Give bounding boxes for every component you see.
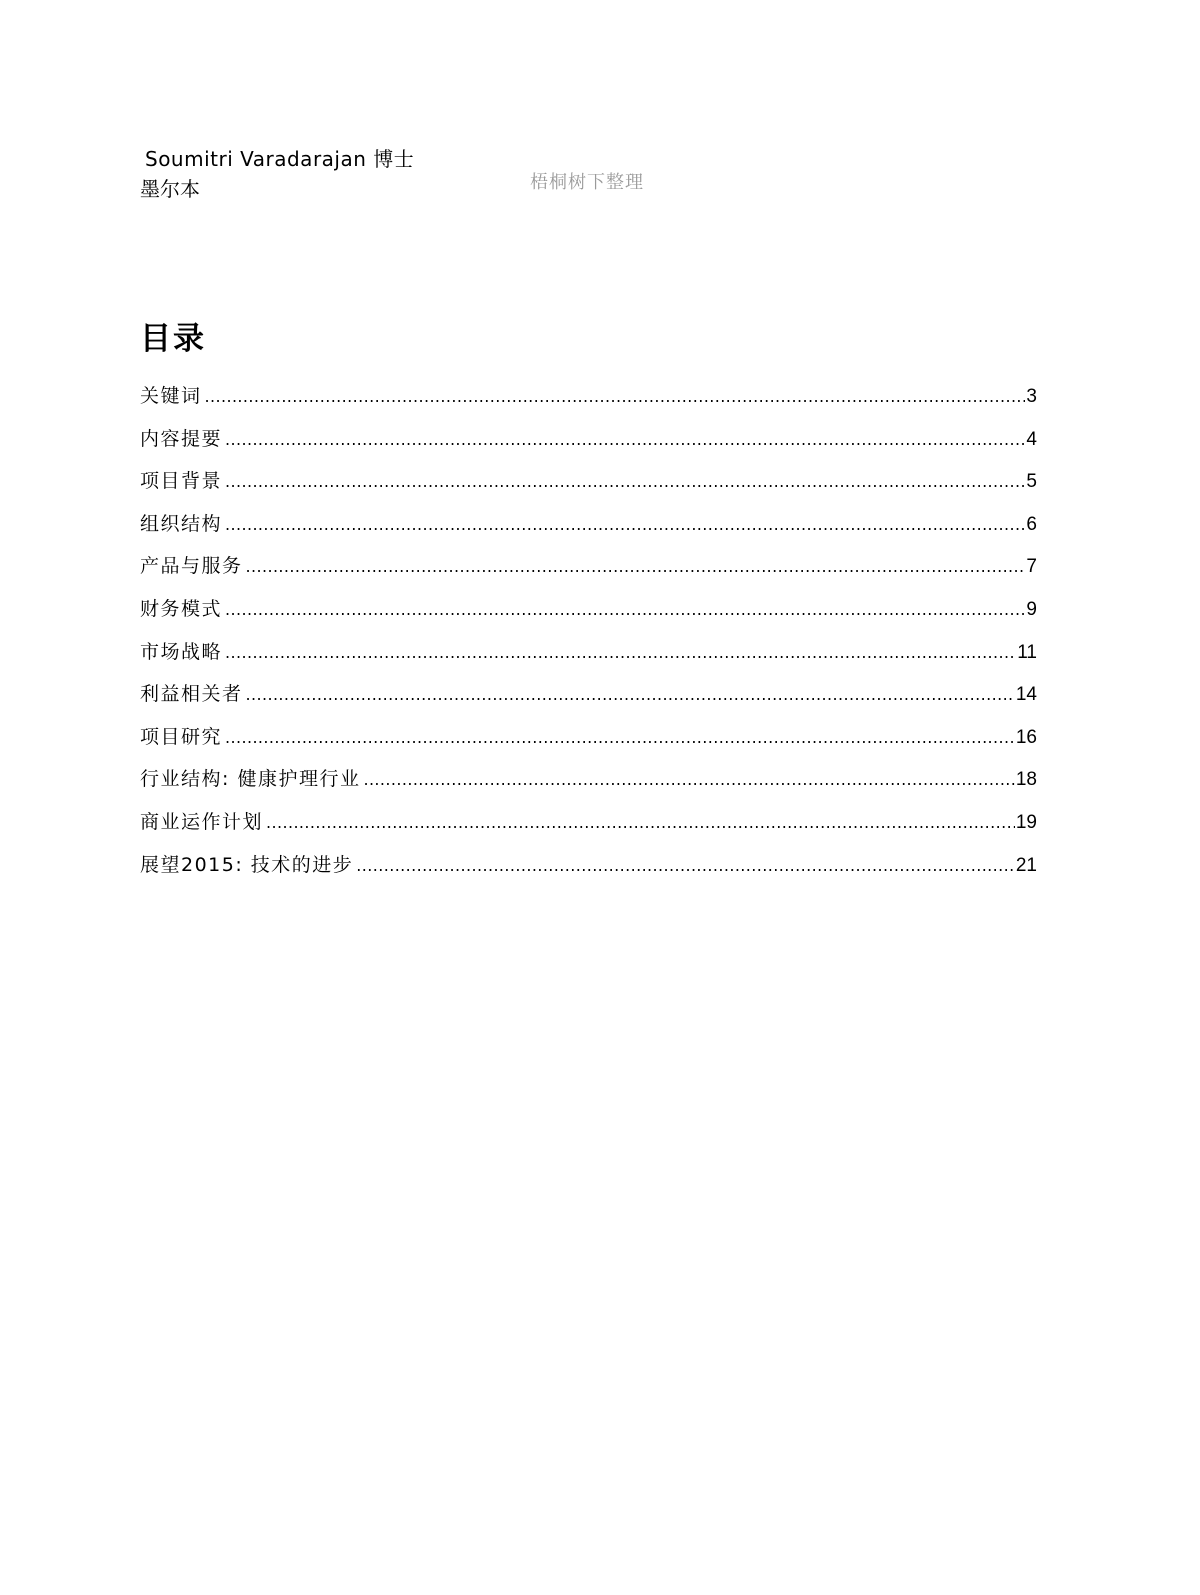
toc-entry-title: 行业结构: 健康护理行业: [140, 768, 361, 791]
watermark-text: 梧桐树下整理: [530, 172, 644, 193]
toc-entry-title: 关键词: [140, 385, 202, 407]
toc-entry-stakeholders[interactable]: [140, 678, 1037, 721]
toc-dot-leader: [225, 594, 1025, 626]
toc-entry-marketing[interactable]: [140, 636, 1037, 679]
toc-entry-page: 11: [1017, 641, 1037, 663]
toc-dot-leader: [225, 722, 1015, 754]
toc-dot-leader: [225, 509, 1025, 541]
toc-entry-page: 18: [1015, 769, 1037, 791]
toc-entry-outlook[interactable]: [140, 849, 1037, 892]
toc-entry-page: 9: [1026, 598, 1037, 620]
toc-entry-summary[interactable]: [140, 423, 1037, 466]
toc-entry-organization[interactable]: [140, 508, 1037, 551]
toc-entry-title: 组织结构: [140, 512, 223, 535]
table-of-contents: [140, 380, 1037, 891]
toc-entry-page: 16: [1015, 726, 1037, 748]
toc-entry-title: 项目研究: [140, 725, 223, 748]
toc-dot-leader: [363, 764, 1014, 796]
author-name: Soumitri Varadarajan 博士: [145, 147, 415, 171]
toc-dot-leader: [225, 637, 1016, 669]
toc-entry-title: 商业运作计划: [140, 810, 264, 833]
toc-entry-title: 产品与服务: [140, 555, 243, 578]
toc-dot-leader: [266, 807, 1015, 839]
toc-entry-page: 6: [1026, 513, 1037, 535]
toc-entry-research[interactable]: [140, 721, 1037, 764]
toc-entry-keywords[interactable]: [140, 380, 1037, 423]
toc-entry-page: 3: [1026, 386, 1037, 407]
toc-dot-leader: [225, 424, 1025, 456]
toc-entry-title: 市场战略: [140, 640, 223, 663]
toc-dot-leader: [225, 466, 1025, 498]
toc-dot-leader: [246, 551, 1026, 583]
toc-heading: 目录: [140, 321, 206, 357]
toc-entry-title: 内容提要: [140, 427, 223, 450]
toc-entry-page: 7: [1026, 556, 1037, 578]
toc-entry-industry[interactable]: [140, 763, 1037, 806]
toc-entry-operations[interactable]: [140, 806, 1037, 849]
toc-dot-leader: [246, 679, 1015, 711]
toc-entry-products[interactable]: [140, 550, 1037, 593]
toc-entry-page: 14: [1015, 684, 1037, 706]
toc-entry-page: 19: [1015, 811, 1037, 833]
toc-dot-leader: [356, 850, 1015, 882]
toc-entry-title: 项目背景: [140, 470, 223, 493]
toc-entry-finance[interactable]: [140, 593, 1037, 636]
toc-entry-title: 利益相关者: [140, 683, 243, 706]
toc-entry-page: 5: [1026, 471, 1037, 493]
toc-entry-page: 21: [1015, 854, 1037, 876]
toc-entry-page: 4: [1026, 428, 1037, 450]
author-location: 墨尔本: [140, 177, 200, 201]
toc-entry-title: 展望2015: 技术的进步: [140, 853, 354, 876]
toc-entry-title: 财务模式: [140, 597, 223, 620]
toc-dot-leader: [205, 381, 1026, 413]
toc-entry-background[interactable]: [140, 465, 1037, 508]
